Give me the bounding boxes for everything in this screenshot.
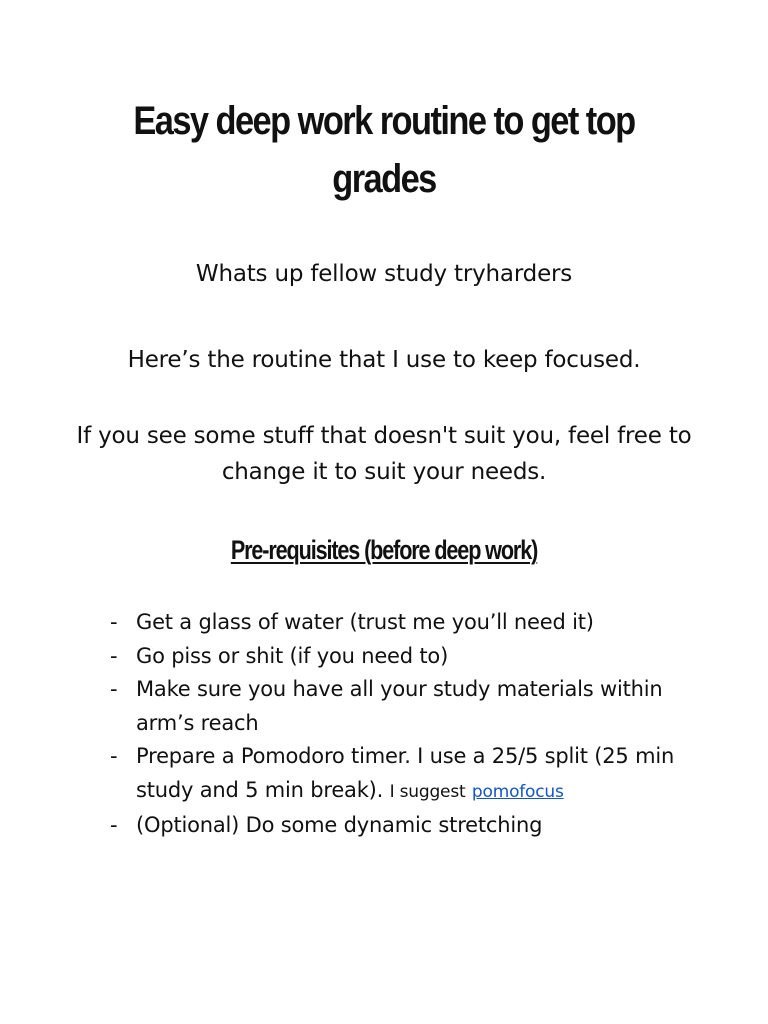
list-item [110, 606, 710, 640]
bullet-dash: - [110, 677, 118, 701]
list-item-text: Prepare a Pomodoro timer. I use a 25/5 split (25 min study and 5 min break). [136, 744, 675, 802]
bullet-dash: - [110, 610, 118, 634]
document-title: Easy deep work routine to get top grades [133, 99, 635, 201]
list-item [110, 640, 710, 674]
list-item [110, 809, 710, 843]
list-item [110, 673, 710, 740]
list-item-text: Go piss or shit (if you need to) [136, 643, 449, 668]
list-item-text: (Optional) Do some dynamic stretching [136, 813, 543, 837]
bullet-dash: - [110, 643, 118, 668]
advice-text: If you see some stuff that doesn't suit you, feel free to change it to suit your needs. [76, 423, 692, 485]
section-heading [109, 530, 659, 570]
prerequisites-list [110, 606, 710, 843]
bullet-dash: - [110, 744, 118, 768]
pomofocus-link[interactable]: pomofocus [471, 781, 564, 802]
intro-text: Here’s the routine that I use to keep focused. [127, 347, 641, 373]
list-item-suffix: I suggest [389, 781, 466, 802]
bullet-dash: - [110, 813, 118, 837]
greeting-text: Whats up fellow study tryharders [195, 261, 573, 287]
list-item [110, 740, 710, 809]
list-item-text: Make sure you have all your study materials within arm’s reach [136, 677, 663, 735]
section-heading-text: Pre-requisites (before deep work) [230, 535, 538, 565]
list-item-text: Get a glass of water (trust me you’ll need it) [136, 610, 594, 634]
